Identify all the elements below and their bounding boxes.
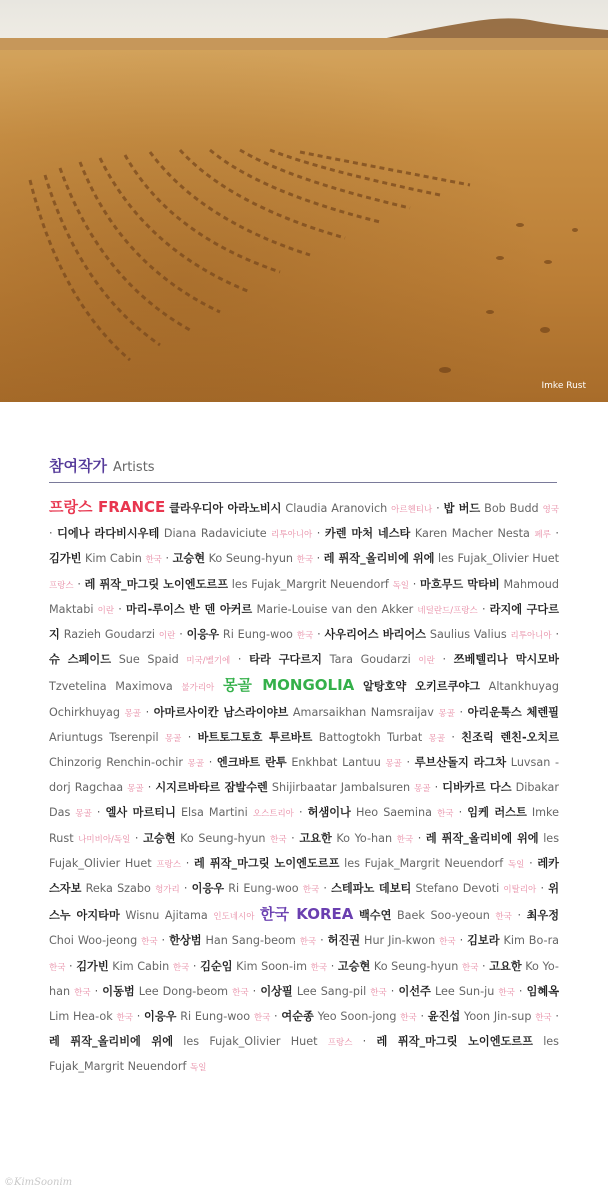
separator-dot: · — [141, 705, 154, 719]
artist-nationality: 몽골 — [385, 759, 402, 770]
separator-dot: · — [401, 756, 415, 770]
artist-korean-name: 알탕호약 오키르쿠야그 — [362, 680, 481, 694]
separator-dot: · — [143, 781, 156, 795]
artist-korean-name: 레카 스자보 — [49, 856, 559, 896]
artist-korean-name: 친조릭 렌친-오치르 — [461, 730, 560, 744]
artist-nationality: 몽골 — [127, 784, 144, 795]
artist-korean-name: 타라 구다르지 — [249, 653, 322, 667]
artist-korean-name: 레 퓌작_올리비에 위에 — [425, 831, 539, 845]
artist-english-name: Ri Eung-woo — [180, 1010, 251, 1024]
artist-nationality: 한국 — [396, 834, 414, 845]
artist-english-name: Ko Seung-hyun — [180, 831, 266, 845]
artist-english-name: Wisnu Ajitama — [125, 909, 208, 923]
artist-english-name: Kim Cabin — [112, 959, 170, 973]
artist-english-name: les Fujak_Olivier Huet — [183, 1035, 318, 1049]
artist-english-name: Yoon Jin-sup — [463, 1010, 532, 1024]
artist-nationality: 프랑스 — [156, 859, 182, 870]
artist-nationality: 프랑스 — [49, 580, 74, 591]
artist-entry — [328, 934, 456, 947]
artist-nationality: 한국 — [270, 834, 287, 845]
artist-nationality: 한국 — [74, 987, 91, 998]
artist-nationality: 한국 — [253, 1013, 271, 1024]
artist-english-name: Shijirbaatar Jambalsuren — [271, 781, 411, 795]
artist-nationality: 미국/벨기에 — [186, 656, 231, 667]
artist-nationality: 네덜란드/프랑스 — [417, 605, 478, 616]
artist-nationality: 불가리아 — [181, 683, 215, 694]
artist-korean-name: 사우리어스 바리어스 — [324, 628, 426, 642]
artist-korean-name: 엔크바트 란투 — [216, 756, 287, 770]
artist-entry — [299, 832, 413, 845]
artist-nationality: 몽골 — [164, 733, 182, 744]
artist-nationality: 한국 — [49, 962, 66, 973]
artist-english-name: Battogtokh Turbat — [318, 730, 423, 744]
artist-korean-name: 고요한 — [489, 959, 522, 973]
artist-korean-name: 슈 스페이드 — [49, 653, 112, 667]
separator-dot: · — [90, 984, 103, 998]
artist-english-name: Kim Soon-im — [236, 959, 308, 973]
artist-entry — [126, 603, 478, 616]
separator-dot: · — [65, 959, 77, 973]
separator-dot: · — [179, 882, 192, 896]
artist-english-name: Luvsan -dorj Ragchaa — [49, 756, 559, 795]
separator-dot: · — [319, 882, 332, 896]
footprint-tracks — [0, 0, 608, 402]
artist-entry — [281, 1010, 416, 1023]
artist-english-name: Lee Sun-ju — [434, 984, 495, 998]
artist-english-name: Elsa Martini — [180, 806, 248, 820]
separator-dot: · — [536, 882, 549, 896]
artist-entry — [49, 552, 162, 565]
artist-nationality: 이탈리아 — [503, 885, 537, 896]
separator-dot: · — [270, 1010, 282, 1024]
artist-english-name: Diana Radaviciute — [163, 527, 267, 541]
separator-dot: · — [114, 602, 126, 616]
separator-dot: · — [157, 934, 170, 948]
section-heading — [49, 455, 557, 483]
artist-english-name: Ko Yo-han — [49, 959, 559, 998]
artist-english-name: Amarsaikhan Namsraijav — [292, 705, 434, 719]
artist-korean-name: 마리-루이스 반 덴 아커르 — [125, 602, 253, 616]
artist-korean-name: 허진권 — [327, 934, 361, 948]
artist-korean-name: 여순종 — [281, 1010, 314, 1024]
artist-entry — [428, 1010, 552, 1023]
separator-dot: · — [551, 628, 560, 642]
separator-dot: · — [313, 628, 325, 642]
artist-nationality: 한국 — [116, 1013, 133, 1024]
artist-english-name: Claudia Aranovich — [285, 502, 388, 515]
separator-dot: · — [416, 1010, 428, 1024]
separator-dot: · — [409, 577, 421, 591]
artist-entry — [331, 882, 536, 895]
artist-nationality: 한국 — [439, 937, 456, 948]
artist-korean-name: 윤진섭 — [427, 1010, 461, 1024]
artist-korean-name: 고승현 — [337, 959, 371, 973]
artist-korean-name: 아마르사이칸 남스라이야브 — [153, 705, 289, 719]
artist-nationality: 이란 — [418, 656, 435, 667]
artist-entry — [194, 857, 524, 870]
separator-dot: · — [181, 856, 195, 870]
separator-dot: · — [413, 831, 426, 845]
artist-english-name: Tara Goudarzi — [329, 653, 411, 667]
artist-korean-name: 쯔베텔리나 막시모바 — [453, 653, 559, 667]
artist-nationality: 한국 — [141, 937, 158, 948]
country-mongolia: 몽골 MONGOLIA — [222, 676, 355, 695]
artist-english-name: les Fujak_Olivier Huet — [438, 552, 559, 566]
artist-nationality: 독일 — [189, 1063, 207, 1074]
artist-english-name: Sue Spaid — [118, 653, 179, 667]
artist-nationality: 한국 — [302, 885, 320, 896]
artist-korean-name: 고승현 — [172, 552, 206, 566]
artist-english-name: Stefano Devoti — [415, 882, 500, 896]
artist-entry — [325, 628, 552, 641]
separator-dot: · — [453, 806, 468, 820]
artist-nationality: 독일 — [392, 580, 410, 591]
artist-entry — [154, 706, 455, 719]
separator-dot: · — [478, 959, 490, 973]
separator-dot: · — [511, 909, 527, 923]
artist-english-name: Baek Soo-yeoun — [396, 909, 490, 923]
artist-entry — [187, 628, 314, 641]
artist-korean-name: 고승현 — [143, 831, 176, 845]
artist-entry — [106, 806, 294, 819]
artist-entry — [198, 731, 445, 744]
artist-english-name: Enkhbat Lantuu — [291, 756, 381, 770]
france-artists — [49, 502, 559, 693]
artist-korean-name: 이응우 — [186, 628, 220, 642]
artist-english-name: Karen Macher Nesta — [414, 527, 530, 541]
artist-english-name: Lee Sang-pil — [296, 984, 367, 998]
artist-nationality: 한국 — [498, 987, 515, 998]
country-france: 프랑스 FRANCE — [49, 498, 166, 516]
artist-entry — [260, 985, 386, 998]
artist-korean-name: 이응우 — [144, 1010, 177, 1024]
separator-dot: · — [293, 806, 308, 820]
artist-entry — [169, 502, 432, 515]
artist-nationality: 인도네시아 — [213, 912, 255, 923]
artist-english-name: Bob Budd — [484, 502, 539, 515]
artist-nationality: 프랑스 — [327, 1038, 353, 1049]
photo-credit: Imke Rust — [541, 381, 586, 391]
separator-dot: · — [514, 984, 527, 998]
artist-entry — [76, 960, 189, 973]
separator-dot: · — [327, 959, 338, 973]
artist-nationality: 헝가리 — [155, 885, 180, 896]
artist-nationality: 몽골 — [75, 809, 92, 820]
artist-korean-name: 레 퓌작_마그릿 노이엔도르프 — [194, 856, 340, 870]
artist-entry — [144, 1010, 270, 1023]
separator-dot: · — [286, 831, 300, 845]
artist-entry — [169, 934, 316, 947]
artist-korean-name: 한상범 — [169, 934, 202, 948]
artist-entry — [155, 781, 430, 794]
artist-entry — [102, 985, 248, 998]
artist-nationality: 몽골 — [428, 733, 446, 744]
separator-dot: · — [313, 552, 324, 566]
artist-entry — [308, 806, 454, 819]
watermark: ©KimSoonim — [4, 1177, 73, 1188]
artist-entry — [192, 882, 320, 895]
artist-nationality: 오스트리아 — [252, 809, 294, 820]
artist-korean-name: 김가빈 — [76, 959, 109, 973]
artist-korean-name: 라지에 구다르지 — [49, 602, 560, 642]
separator-dot: · — [434, 653, 454, 667]
heading-english: Artists — [112, 460, 155, 475]
artist-entry — [217, 756, 402, 769]
desert-photo — [0, 0, 608, 402]
artist-korean-name: 클라우디아 아라노비시 — [169, 502, 282, 515]
artist-entry — [338, 960, 479, 973]
separator-dot: · — [524, 856, 538, 870]
artist-english-name: Ko Seung-hyun — [373, 959, 459, 973]
artist-nationality: 리투아니아 — [510, 631, 552, 642]
artist-nationality: 이란 — [158, 631, 176, 642]
artist-english-name: Chinzorig Renchin-ochir — [49, 756, 183, 770]
artist-korean-name: 바트토그토흐 투르바트 — [197, 730, 313, 744]
artist-english-name: Han Sang-beom — [205, 934, 296, 948]
separator-dot: · — [312, 527, 325, 541]
separator-dot: · — [175, 628, 187, 642]
separator-dot: · — [49, 527, 58, 541]
artist-entry — [359, 909, 512, 922]
artist-korean-name: 임케 러스트 — [467, 806, 527, 820]
artist-korean-name: 스테파노 데보티 — [331, 882, 412, 896]
artist-korean-name: 이선주 — [398, 984, 431, 998]
artist-entry — [57, 527, 312, 540]
artist-english-name: les Fujak_Margrit Neuendorf — [231, 577, 389, 591]
artist-nationality: 몽골 — [187, 759, 205, 770]
artist-english-name: Kim Bo-ra — [503, 934, 560, 948]
artist-nationality: 이란 — [97, 605, 115, 616]
artist-nationality: 나미비아/독일 — [78, 834, 131, 845]
separator-dot: · — [189, 959, 201, 973]
artist-entry — [49, 1035, 352, 1048]
artist-korean-name: 레 퓌작_마그릿 노이엔도르프 — [376, 1035, 533, 1049]
artist-korean-name: 시지르바타르 잠발수렌 — [155, 781, 268, 795]
artist-korean-name: 백수연 — [358, 909, 392, 923]
artist-nationality: 몽골 — [124, 708, 142, 719]
artist-nationality: 한국 — [145, 555, 162, 566]
artist-english-name: Hur Jin-kwon — [364, 934, 436, 948]
separator-dot: · — [551, 1010, 559, 1024]
artist-entry — [143, 832, 287, 845]
artist-korean-name: 디에나 라다비시우테 — [57, 527, 160, 541]
artist-english-name: Razieh Goudarzi — [63, 628, 156, 642]
separator-dot: · — [230, 653, 250, 667]
separator-dot: · — [550, 527, 559, 541]
heading-korean: 참여작가 — [49, 457, 107, 475]
artist-english-name: Choi Woo-jeong — [49, 934, 138, 948]
artist-nationality: 한국 — [535, 1013, 552, 1024]
artist-korean-name: 최우정 — [526, 909, 560, 923]
artist-nationality: 몽골 — [438, 708, 455, 719]
artist-korean-name: 카렌 마처 네스타 — [324, 527, 411, 541]
artist-english-name: les Fujak_Margrit Neuendorf — [344, 856, 504, 870]
artist-nationality: 한국 — [400, 1013, 417, 1024]
separator-dot: · — [91, 806, 106, 820]
artist-korean-name: 위스누 아지타마 — [49, 882, 560, 923]
artist-korean-name: 레 퓌작_마그릿 노이엔도르프 — [84, 577, 229, 591]
separator-dot: · — [455, 934, 468, 948]
artist-english-name: les Fujak_Olivier Huet — [49, 831, 560, 870]
separator-dot: · — [352, 1035, 377, 1049]
separator-dot: · — [432, 502, 444, 515]
artist-nationality: 한국 — [437, 809, 454, 820]
country-korea: 한국 KOREA — [260, 905, 354, 924]
artist-entry — [85, 578, 409, 591]
artist-nationality: 한국 — [299, 937, 317, 948]
artist-nationality: 한국 — [310, 962, 328, 973]
artist-entry — [444, 502, 559, 515]
artist-english-name: Lee Dong-beom — [138, 984, 229, 998]
artist-nationality: 몽골 — [414, 784, 431, 795]
artist-korean-name: 마흐무드 막타비 — [420, 577, 500, 591]
artist-entry — [249, 653, 435, 666]
artist-english-name: Lim Hea-ok — [49, 1010, 113, 1024]
artist-english-name: Saulius Valius — [429, 628, 507, 642]
artist-korean-name: 이동범 — [102, 984, 135, 998]
artist-english-name: Heo Saemina — [355, 806, 432, 820]
artist-nationality: 한국 — [462, 962, 479, 973]
artist-english-name: Dibakar Das — [49, 781, 560, 820]
artist-english-name: Reka Szabo — [85, 882, 151, 896]
artist-korean-name: 레 퓌작_올리비에 위에 — [323, 552, 435, 566]
artist-entry — [200, 960, 327, 973]
artist-english-name: Yeo Soon-jong — [317, 1010, 397, 1024]
artist-korean-name: 엘사 마르티니 — [105, 806, 176, 820]
artist-korean-name: 이상필 — [260, 984, 293, 998]
artist-english-name: Tzvetelina Maximova — [49, 680, 173, 694]
artist-korean-name: 김보라 — [467, 934, 500, 948]
separator-dot: · — [132, 1010, 145, 1024]
artist-english-name: Ariuntugs Tserenpil — [49, 730, 159, 744]
artist-english-name: Kim Cabin — [85, 552, 142, 566]
separator-dot: · — [454, 705, 468, 719]
artist-korean-name: 디바카르 다스 — [442, 781, 512, 795]
artist-korean-name: 레 퓌작_올리비에 위에 — [49, 1035, 174, 1049]
artist-korean-name: 이응우 — [191, 882, 225, 896]
artist-korean-name: 밥 버드 — [443, 502, 481, 515]
separator-dot: · — [130, 831, 144, 845]
mongolia-artists — [49, 680, 559, 922]
separator-dot: · — [73, 577, 85, 591]
artist-entry — [325, 527, 551, 540]
artist-nationality: 한국 — [495, 912, 512, 923]
artist-entry — [49, 653, 230, 666]
artist-entry — [398, 985, 514, 998]
artist-english-name: Imke Rust — [49, 806, 560, 845]
artist-nationality: 페루 — [534, 530, 551, 541]
separator-dot: · — [430, 781, 443, 795]
artist-nationality: 한국 — [296, 555, 314, 566]
korea-artists — [49, 909, 559, 1073]
separator-dot: · — [204, 756, 217, 770]
artist-english-name: Ko Seung-hyun — [208, 552, 294, 566]
artist-korean-name: 아리운툭스 체렌필 — [467, 705, 559, 719]
separator-dot: · — [316, 934, 328, 948]
artist-nationality: 아르헨티나 — [391, 505, 433, 515]
separator-dot: · — [161, 552, 173, 566]
artist-korean-name: 임혜옥 — [526, 984, 559, 998]
artist-english-name: Ri Eung-woo — [222, 628, 293, 642]
separator-dot: · — [386, 984, 399, 998]
artist-nationality: 한국 — [172, 962, 190, 973]
artist-korean-name: 루브산돌지 라그차 — [414, 756, 507, 770]
artist-english-name: Marie-Louise van den Akker — [256, 602, 414, 616]
artist-korean-name: 허샘이나 — [307, 806, 351, 820]
artist-english-name: Ko Yo-han — [336, 831, 393, 845]
separator-dot: · — [181, 730, 198, 744]
artist-entry — [173, 552, 313, 565]
artist-english-name: Ri Eung-woo — [228, 882, 299, 896]
separator-dot: · — [248, 984, 261, 998]
artist-korean-name: 고요한 — [299, 831, 332, 845]
artist-nationality: 한국 — [296, 631, 314, 642]
artist-nationality: 리투아니아 — [271, 530, 313, 541]
artist-nationality: 한국 — [232, 987, 249, 998]
artist-korean-name: 김가빈 — [49, 552, 82, 566]
artist-list — [49, 495, 559, 1081]
separator-dot: · — [445, 730, 462, 744]
artist-nationality: 한국 — [370, 987, 387, 998]
artist-korean-name: 김순임 — [200, 959, 233, 973]
artist-english-name: les Fujak_Margrit Neuendorf — [49, 1035, 560, 1074]
artist-english-name: Mahmoud Maktabi — [49, 577, 559, 616]
artist-nationality: 독일 — [507, 859, 525, 870]
artist-nationality: 영국 — [542, 505, 559, 515]
artist-english-name: Altankhuyag Ochirkhuyag — [49, 680, 560, 719]
separator-dot: · — [477, 602, 490, 616]
